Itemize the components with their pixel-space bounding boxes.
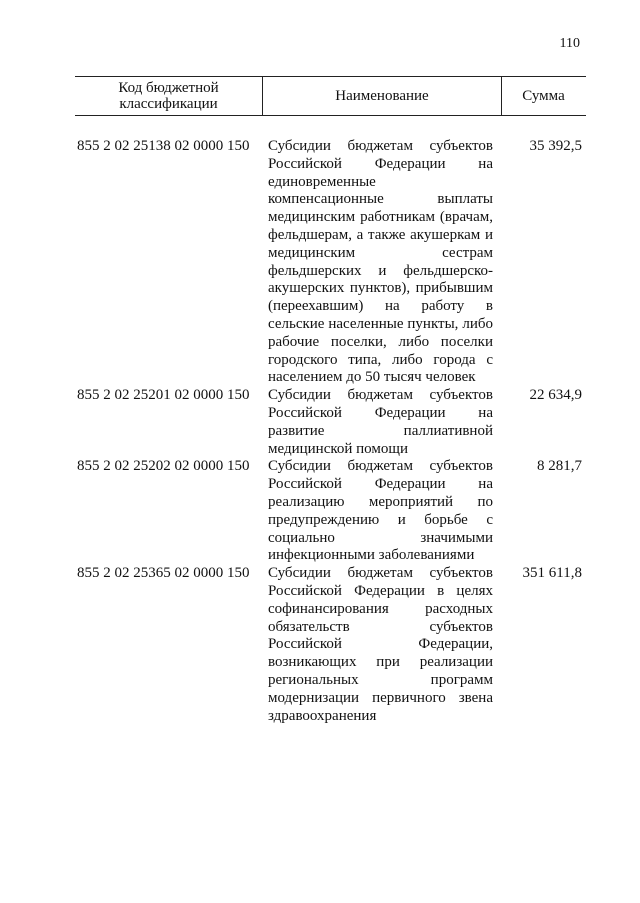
table-body bbox=[75, 138, 586, 725]
table-header bbox=[75, 76, 586, 116]
page-number: 110 bbox=[559, 36, 580, 51]
item-amount: 351 611,8 bbox=[522, 565, 582, 582]
header-code: Код бюджетной классификации bbox=[118, 80, 219, 112]
budget-code: 855 2 02 25201 02 0000 150 bbox=[77, 387, 250, 404]
header-sum: Сумма bbox=[522, 88, 565, 104]
item-amount: 22 634,9 bbox=[529, 387, 582, 404]
item-amount: 35 392,5 bbox=[529, 138, 582, 154]
budget-code: 855 2 02 25202 02 0000 150 bbox=[77, 458, 250, 475]
item-name: Субсидии бюджетам субъектов Российской Федерации на реализацию мероприятий по предупреждению и борьбе с социально значимыми инфекционными заболеваниями bbox=[268, 458, 493, 564]
header-name: Наименование bbox=[262, 77, 502, 115]
budget-code: 855 2 02 25365 02 0000 150 bbox=[77, 565, 250, 582]
table-row bbox=[75, 565, 586, 725]
table-row bbox=[75, 138, 586, 387]
item-name: Субсидии бюджетам субъектов Российской Федерации в целях софинансирования расходных обязательств субъектов Российской Федерации, возникающих при реализации региональных программ модернизации первичного звена здравоохранения bbox=[268, 565, 493, 724]
budget-code: 855 2 02 25138 02 0000 150 bbox=[77, 138, 250, 154]
item-amount: 8 281,7 bbox=[537, 458, 582, 475]
table-row bbox=[75, 387, 586, 458]
item-name: Субсидии бюджетам субъектов Российской Федерации на развитие паллиативной медицинской помощи bbox=[268, 387, 493, 457]
table-row bbox=[75, 458, 586, 565]
item-name: Субсидии бюджетам субъектов Российской Федерации на единовременные компенсационные выплаты медицинским работникам (врачам, фельдшерам, а также акушеркам и медицинским сестрам фельдшерских и фельдшерско-акушерских пунктов), прибывшим (переехавшим) на работу в сельские населенные пункты, либо рабочие поселки, либо поселки городского типа, либо города с населением до 50 тысяч человек bbox=[268, 138, 493, 386]
